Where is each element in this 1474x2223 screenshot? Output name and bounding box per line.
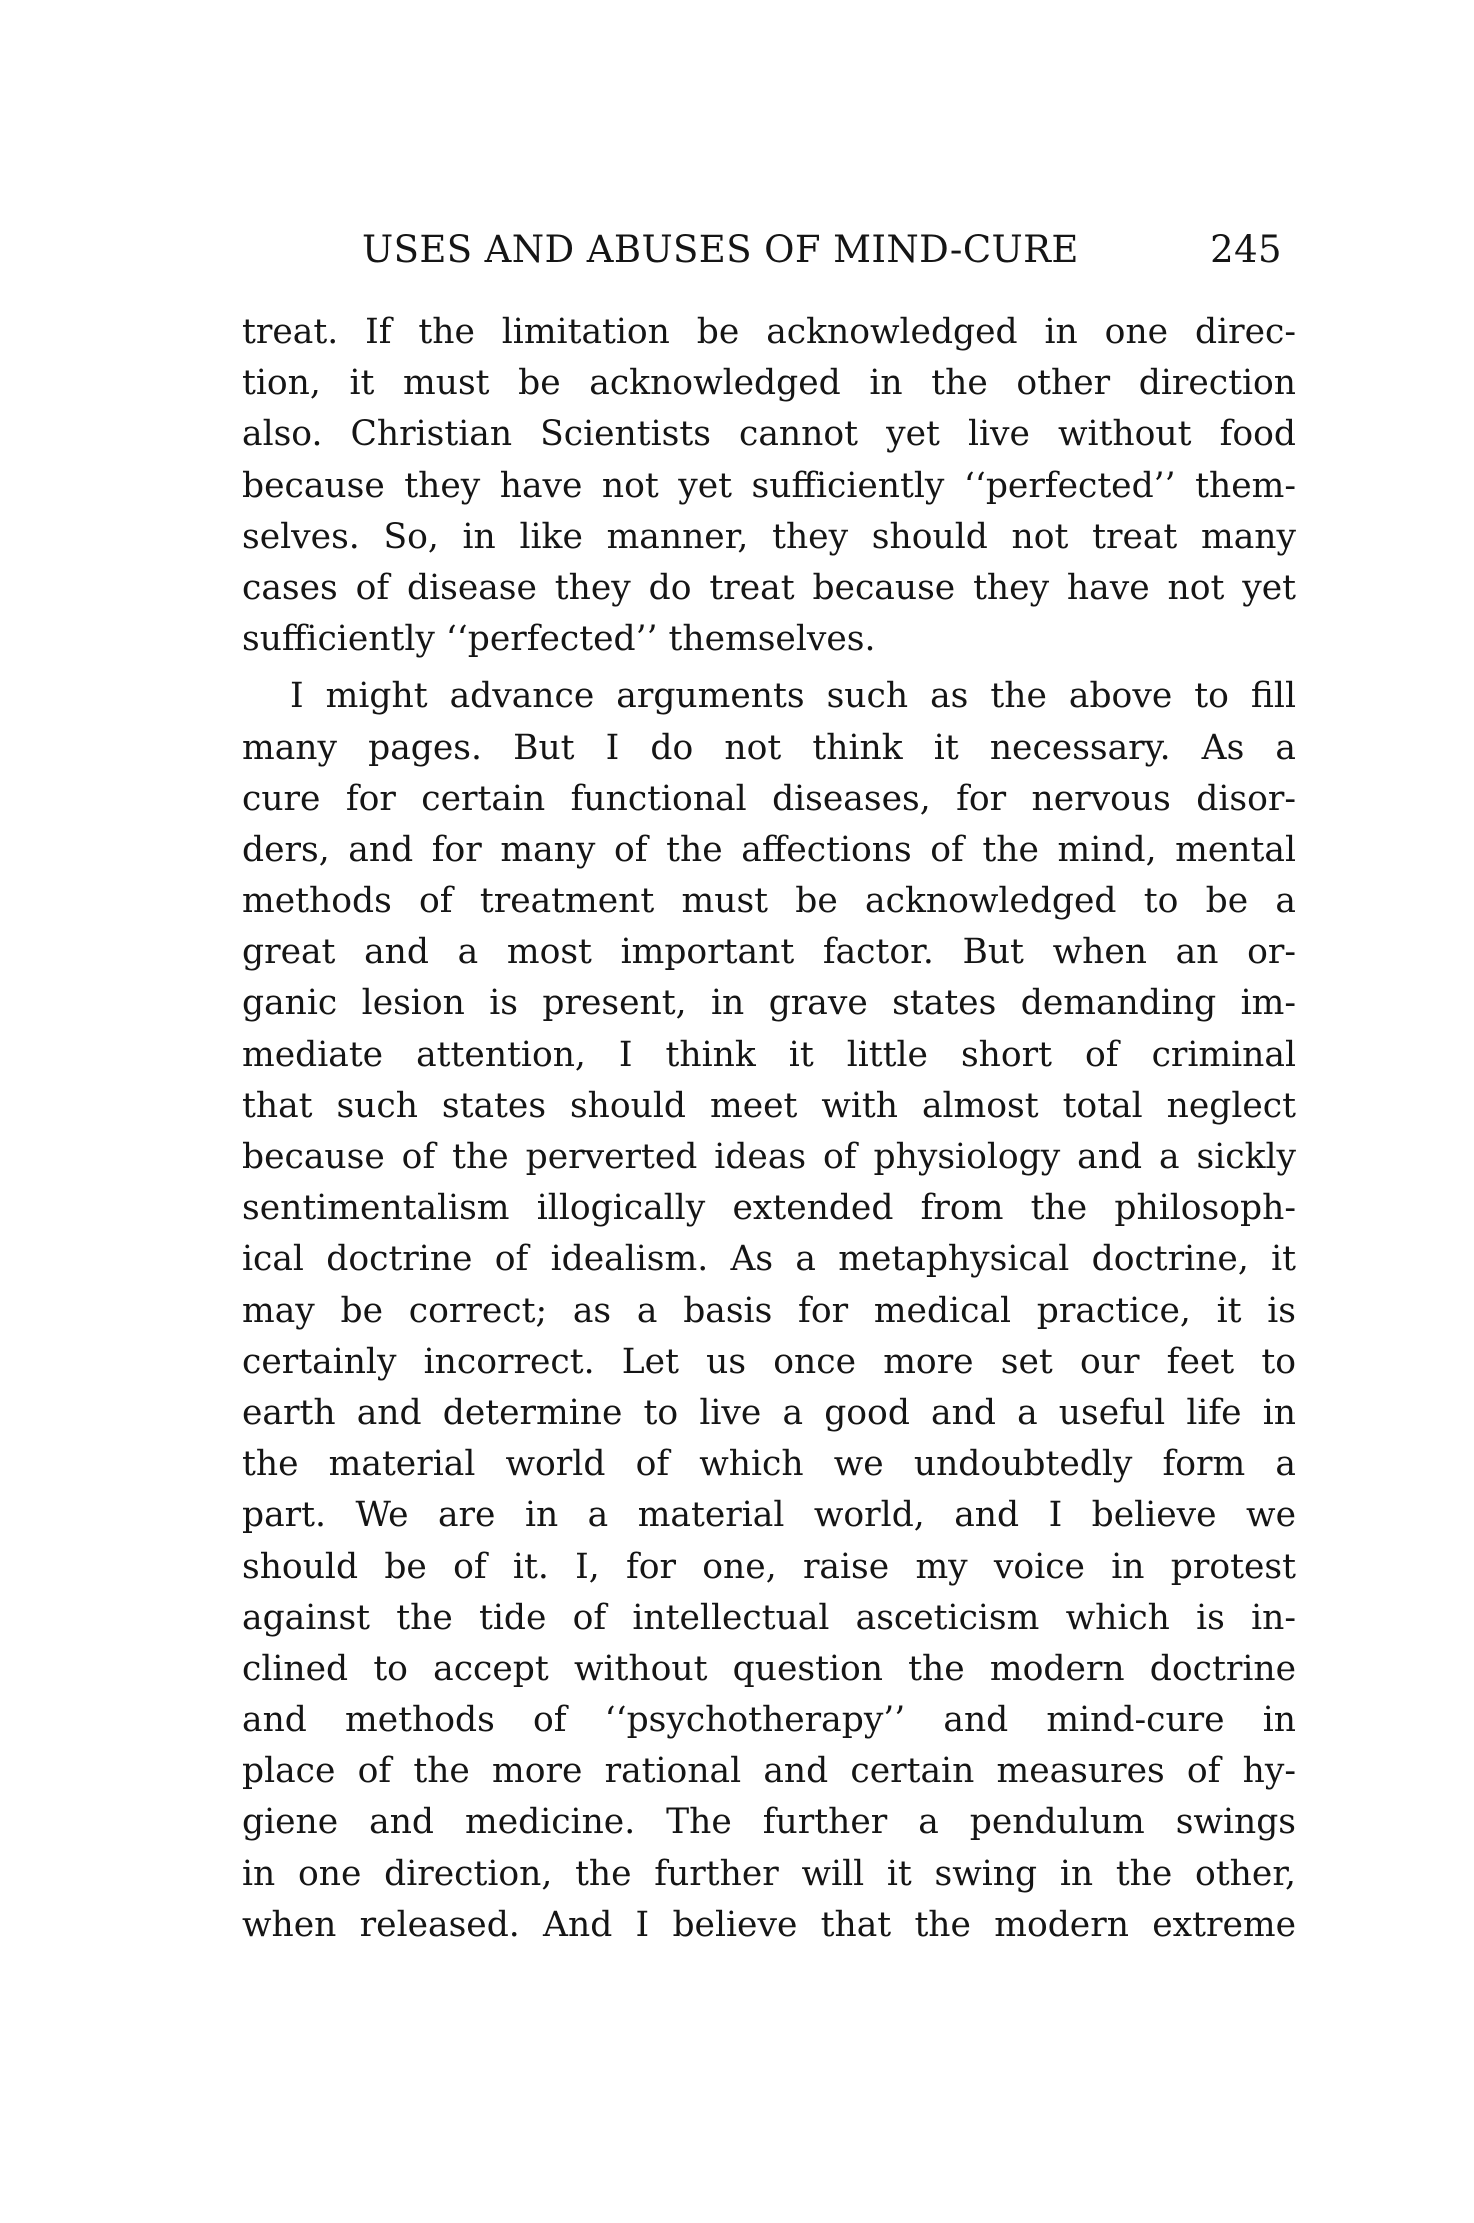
text-line: when released. And I believe that the modern extreme: [242, 1904, 1296, 1945]
text-line: I might advance arguments such as the above to fill: [290, 676, 1296, 717]
text-line: many pages. But I do not think it necessary. As a: [242, 727, 1296, 768]
text-line: ders, and for many of the affections of the mind, mental: [242, 829, 1296, 870]
running-header: [362, 222, 1282, 278]
text-line: sufficiently ‘‘perfected’’ themselves.: [242, 619, 876, 660]
running-title: USES AND ABUSES OF MIND-CURE: [362, 228, 1079, 271]
text-line: should be of it. I, for one, raise my voice in protest: [242, 1546, 1296, 1587]
text-line: because they have not yet sufficiently ‘‘perfected’’ them-: [242, 465, 1296, 506]
text-line: treat. If the limitation be acknowledged in one direc-: [242, 312, 1296, 352]
text-line: clined to accept without question the modern doctrine: [242, 1648, 1296, 1689]
body-text: [242, 307, 1296, 1951]
text-line: part. We are in a material world, and I believe we: [242, 1495, 1296, 1536]
text-line: certainly incorrect. Let us once more set our feet to: [242, 1341, 1296, 1382]
text-line: that such states should meet with almost total neglect: [242, 1085, 1296, 1126]
text-line: sentimentalism illogically extended from the philosoph-: [242, 1188, 1296, 1229]
text-line: place of the more rational and certain measures of hy-: [242, 1751, 1296, 1792]
page-number: 245: [1210, 228, 1282, 271]
text-line: great and a most important factor. But when an or-: [242, 932, 1296, 973]
text-line: giene and medicine. The further a pendulum swings: [242, 1802, 1296, 1843]
paragraph: [242, 671, 1296, 1951]
text-line: the material world of which we undoubtedly form a: [242, 1444, 1296, 1485]
text-line: selves. So, in like manner, they should not treat many: [242, 516, 1296, 557]
text-line: ganic lesion is present, in grave states demanding im-: [242, 983, 1296, 1024]
text-line: methods of treatment must be acknowledged to be a: [242, 881, 1296, 922]
text-line: cure for certain functional diseases, for nervous disor-: [242, 778, 1296, 819]
text-line: cases of disease they do treat because they have not yet: [242, 567, 1296, 608]
text-line: also. Christian Scientists cannot yet live without food: [242, 414, 1296, 455]
text-line: earth and determine to live a good and a useful life in: [242, 1392, 1296, 1433]
text-line: in one direction, the further will it swing in the other,: [242, 1853, 1296, 1894]
text-line: because of the perverted ideas of physiology and a sickly: [242, 1137, 1296, 1177]
text-line: may be correct; as a basis for medical practice, it is: [242, 1290, 1296, 1331]
text-line: mediate attention, I think it little short of criminal: [242, 1034, 1296, 1075]
text-line: against the tide of intellectual asceticism which is in-: [242, 1597, 1296, 1638]
paragraph: [242, 307, 1296, 665]
text-line: tion, it must be acknowledged in the other direction: [242, 363, 1296, 404]
text-line: and methods of ‘‘psychotherapy’’ and mind-cure in: [242, 1700, 1296, 1741]
text-line: ical doctrine of idealism. As a metaphysical doctrine, it: [242, 1239, 1296, 1280]
